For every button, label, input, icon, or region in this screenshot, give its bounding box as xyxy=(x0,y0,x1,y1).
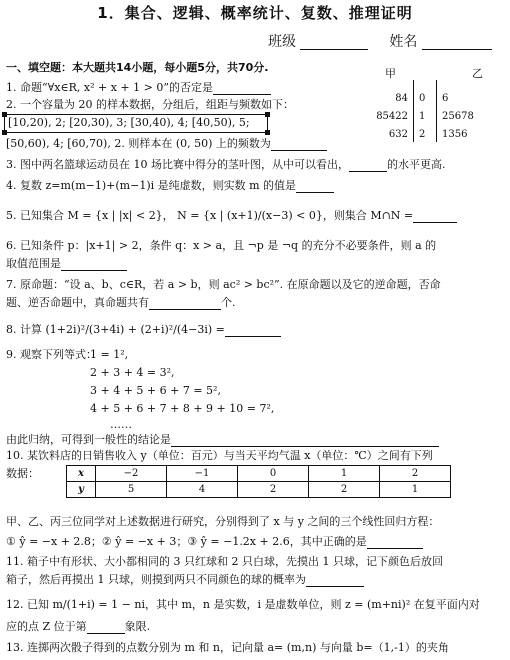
question-10-text: ① ŷ = −x + 2.8；② ŷ = −x + 3；③ ŷ = −1.2x + 2.6，其中正确的是 xyxy=(6,535,367,548)
question-3-text: 3. 图中两名篮球运动员在 10 场比赛中得分的茎叶图，从中可以看出， xyxy=(6,158,349,171)
stem-leaf-left-2: 632 xyxy=(388,129,408,140)
question-9: 9. 观察下列等式： xyxy=(6,348,97,361)
question-2-line-2: [10,20), 2; [20,30), 3; [30,40), 4; [40,50), 5; xyxy=(8,116,250,129)
stem-leaf-divider-right xyxy=(436,80,437,142)
question-12-unit: 象限. xyxy=(124,620,151,633)
name-field[interactable] xyxy=(422,49,492,50)
stem-leaf-left-0: 84 xyxy=(395,93,408,104)
question-6-line-2 xyxy=(6,256,127,271)
section-heading: 一、填空题：本大题共14小题，每小题5分，共70分. xyxy=(6,61,269,74)
table-cell: −2 xyxy=(96,466,167,482)
table-row xyxy=(67,466,451,482)
question-7-line-2 xyxy=(6,295,236,310)
question-10-line-1: 10. 某饮料店的日销售收入 y（单位：百元）与当天平均气温 x（单位：℃）之间有下列 xyxy=(6,449,433,462)
question-2-line-3 xyxy=(6,136,327,151)
equation-ellipsis: …… xyxy=(110,418,132,431)
table-row xyxy=(67,482,451,498)
table-cell: 2 xyxy=(309,482,380,498)
question-12-line-1: 12. 已知 m/(1+i) = 1 − ni，其中 m，n 是实数，i 是虚数单位，则 z = (m+ni)² 在复平面内对 xyxy=(6,598,480,611)
answer-blank-7[interactable] xyxy=(149,309,221,310)
equation-4: 4 + 5 + 6 + 7 + 8 + 9 + 10 = 7², xyxy=(90,402,275,415)
question-4-text: 4. 复数 z=m(m−1)+(m−1)i 是纯虚数，则实数 m 的值是 xyxy=(6,179,297,192)
question-8-text: 8. 计算 (1+2i)²/(3+4i) + (2+i)²/(4−3i) = xyxy=(6,323,225,336)
question-7-line-1: 7. 原命题：“设 a、b、c∈R，若 a > b，则 ac² > bc²”. 在原命题以及它的逆命题，否命 xyxy=(6,278,441,291)
table-cell: 5 xyxy=(96,482,167,498)
stem-leaf-right-2: 1356 xyxy=(442,129,468,140)
table-cell: 0 xyxy=(238,466,309,482)
question-11-line-1: 11. 箱子中有形状、大小都相同的 3 只红球和 2 只白球，先摸出 1 只球，记下颜色后放回 xyxy=(6,555,443,568)
question-6-text: 取值范围是 xyxy=(6,257,61,270)
question-3 xyxy=(6,157,445,172)
resize-handle[interactable] xyxy=(265,130,270,135)
page-title: 1．集合、逻辑、概率统计、复数、推理证明 xyxy=(97,4,413,22)
question-6-line-1: 6. 已知条件 p：|x+1| > 2，条件 q：x > a，且 ¬p 是 ¬q 的充分不必要条件，则 a 的 xyxy=(6,239,437,252)
question-13: 13. 连掷两次骰子得到的点数分别为 m 和 n，记向量 a= (m,n) 与向量 b=（1,-1）的夹角 xyxy=(6,641,449,654)
stem-leaf-right-0: 6 xyxy=(442,93,449,104)
question-7-text: 题、逆否命题中，真命题共有 xyxy=(6,296,149,309)
stem-leaf-stem-1: 1 xyxy=(419,111,426,122)
question-9-text: 由此归纳，可得到一般性的结论是 xyxy=(6,433,171,446)
table-cell: 1 xyxy=(309,466,380,482)
answer-blank-5[interactable] xyxy=(413,222,457,223)
table-header-y: y xyxy=(67,482,96,498)
question-11-line-2 xyxy=(6,572,364,587)
class-field[interactable] xyxy=(300,49,368,50)
answer-blank-6[interactable] xyxy=(61,270,127,271)
stem-leaf-right-1: 25678 xyxy=(442,111,474,122)
answer-blank-4[interactable] xyxy=(296,192,334,193)
stem-leaf-left-1: 85422 xyxy=(376,111,408,122)
question-7-unit: 个. xyxy=(221,296,236,309)
answer-blank-10[interactable] xyxy=(367,548,423,549)
equation-1: 1 = 1², xyxy=(90,348,129,361)
stem-leaf-right-head: 乙 xyxy=(472,67,483,80)
question-3-tail: 的水平更高. xyxy=(386,158,446,171)
question-10-line-2: 数据： xyxy=(6,467,39,480)
question-10-line-3: 甲、乙、丙三位同学对上述数据进行研究，分别得到了 x 与 y 之间的三个线性回归方程： xyxy=(6,515,440,528)
table-cell: 4 xyxy=(167,482,238,498)
answer-blank-9[interactable] xyxy=(171,446,439,447)
question-2-line-1: 2. 一个容量为 20 的样本数据，分组后，组距与频数如下： xyxy=(6,98,294,111)
answer-blank-11[interactable] xyxy=(306,586,364,587)
class-label: 班级 xyxy=(268,34,296,50)
answer-blank-12[interactable] xyxy=(87,633,125,634)
question-1 xyxy=(6,80,271,95)
table-cell: −1 xyxy=(167,466,238,482)
table-cell: 1 xyxy=(380,482,451,498)
question-12-text: 应的点 Z 位于第 xyxy=(6,620,87,633)
question-5-text: 5. 已知集合 M = {x | |x| < 2}， N = {x | (x+1)/(x−3) < 0}，则集合 M∩N = xyxy=(6,209,414,222)
question-1-text: 1. 命题“∀x∈R, x² + x + 1 > 0”的否定是 xyxy=(6,81,213,94)
question-10-line-4 xyxy=(6,534,423,549)
class-name-line xyxy=(268,35,492,50)
question-2-text: [50,60), 4; [60,70), 2. 则样本在 (0, 50) 上的频数为 xyxy=(6,137,271,150)
resize-handle[interactable] xyxy=(265,112,270,117)
question-11-text: 箱子，然后再摸出 1 只球，则摸到两只不同颜色的球的概率为 xyxy=(6,573,306,586)
question-8 xyxy=(6,322,281,337)
question-4 xyxy=(6,178,334,193)
table-cell: 2 xyxy=(380,466,451,482)
equation-2: 2 + 3 + 4 = 3², xyxy=(90,366,175,379)
question-9-conclusion xyxy=(6,432,439,447)
stem-leaf-divider-left xyxy=(413,80,414,142)
resize-handle[interactable] xyxy=(2,130,7,135)
answer-blank-1[interactable] xyxy=(213,94,271,95)
answer-blank-3[interactable] xyxy=(349,171,387,172)
question-5 xyxy=(6,208,457,223)
stem-leaf-left-head: 甲 xyxy=(385,67,396,80)
table-cell: 2 xyxy=(238,482,309,498)
stem-leaf-stem-0: 0 xyxy=(419,93,426,104)
equation-3: 3 + 4 + 5 + 6 + 7 = 5², xyxy=(90,384,221,397)
question-12-line-2 xyxy=(6,619,150,634)
stem-leaf-stem-2: 2 xyxy=(419,129,426,140)
name-label: 姓名 xyxy=(389,34,418,50)
table-header-x: x xyxy=(67,466,96,482)
answer-blank-8[interactable] xyxy=(225,336,281,337)
answer-blank-2[interactable] xyxy=(271,150,327,151)
resize-handle[interactable] xyxy=(2,112,7,117)
data-table xyxy=(66,465,451,498)
